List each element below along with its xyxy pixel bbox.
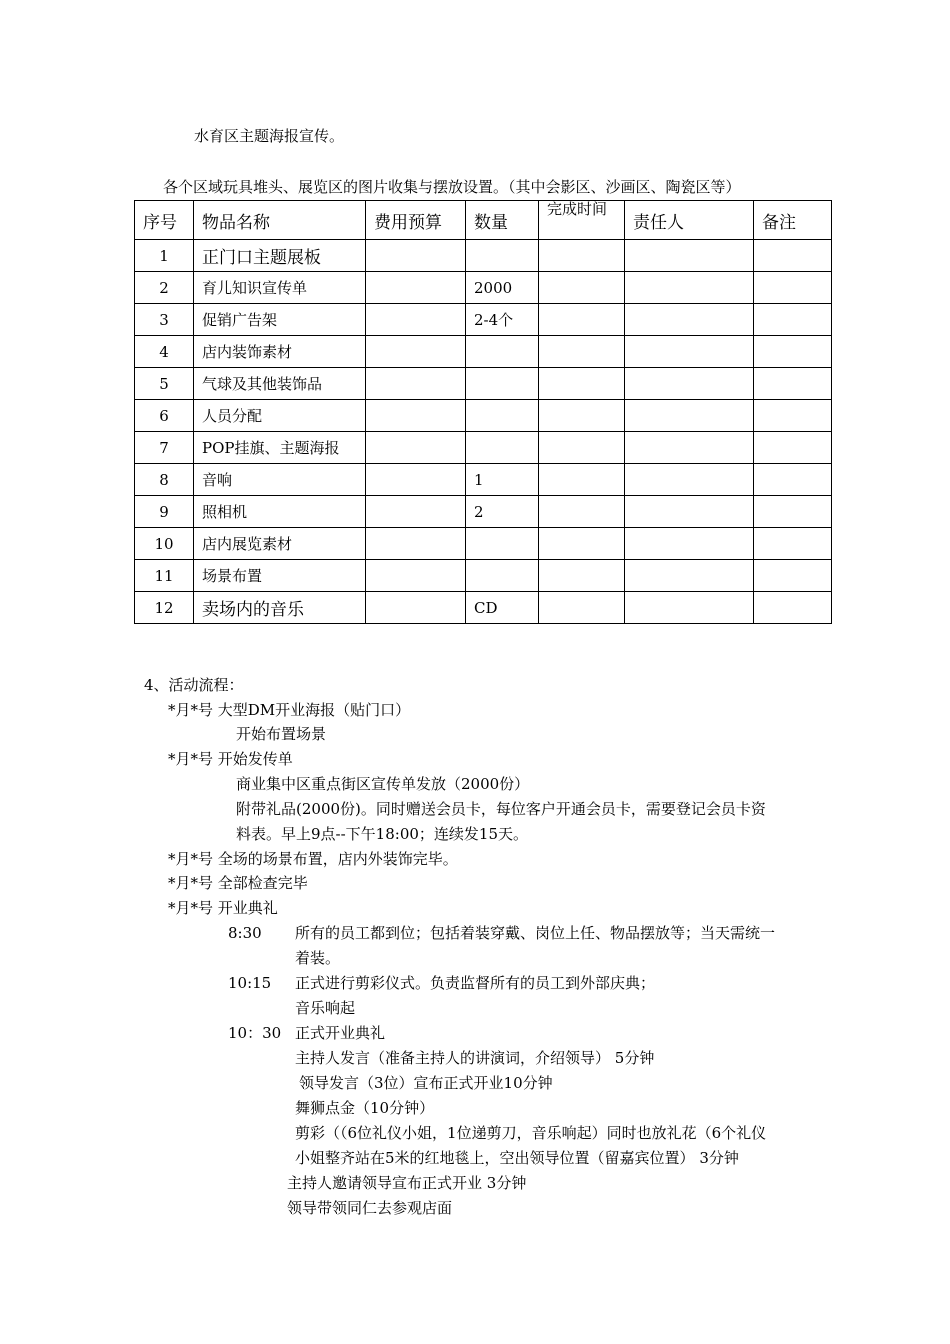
cell-budget [366,464,466,496]
flow-time: 8:30 [228,924,262,942]
table-row [135,400,832,432]
cell-responsible [625,592,754,624]
cell-completion-time [539,304,625,336]
flow-line: 剪彩（（6位礼仪小姐，1位递剪刀，音乐响起）同时也放礼花（6个礼仪 [295,1124,767,1142]
header-budget: 费用预算 [366,201,466,240]
table-row [135,528,832,560]
cell-index: 3 [135,304,194,336]
header-index: 序号 [135,201,194,240]
flow-line: 所有的员工都到位；包括着装穿戴、岗位上任、物品摆放等；当天需统一 [295,924,776,942]
cell-responsible [625,400,754,432]
cell-completion-time [539,400,625,432]
cell-responsible [625,240,754,272]
cell-completion-time [539,528,625,560]
cell-responsible [625,368,754,400]
cell-quantity: CD [466,592,539,624]
flow-line: 舞狮点金（10分钟） [295,1099,435,1117]
cell-item-name: 店内装饰素材 [194,336,366,368]
table-row [135,336,832,368]
cell-index: 5 [135,368,194,400]
cell-item-name: POP挂旗、主题海报 [194,432,366,464]
cell-quantity: 2 [466,496,539,528]
cell-responsible [625,304,754,336]
cell-quantity [466,528,539,560]
cell-index: 9 [135,496,194,528]
flow-heading: 4、活动流程： [144,676,244,694]
cell-remarks [754,304,832,336]
cell-item-name: 气球及其他装饰品 [194,368,366,400]
cell-quantity [466,400,539,432]
cell-completion-time [539,592,625,624]
table-row [135,496,832,528]
cell-budget [366,432,466,464]
header-quantity: 数量 [466,201,539,240]
table-row [135,272,832,304]
cell-remarks [754,368,832,400]
intro-line-2: 各个区域玩具堆头、展览区的图片收集与摆放设置。（其中会影区、沙画区、陶瓷区等） [163,178,741,196]
cell-item-name: 音响 [194,464,366,496]
cell-responsible [625,336,754,368]
cell-item-name: 照相机 [194,496,366,528]
cell-remarks [754,432,832,464]
flow-line: 商业集中区重点街区宣传单发放（2000份） [236,775,530,793]
flow-line: *月*号 全场的场景布置，店内外装饰完毕。 [168,850,458,868]
flow-line: 音乐响起 [295,999,356,1017]
flow-line: 附带礼品(2000份)。同时赠送会员卡，每位客户开通会员卡，需要登记会员卡资 [236,800,766,818]
table-row [135,240,832,272]
cell-index: 8 [135,464,194,496]
cell-budget [366,240,466,272]
cell-budget [366,336,466,368]
cell-quantity [466,240,539,272]
cell-item-name: 店内展览素材 [194,528,366,560]
cell-item-name: 正门口主题展板 [194,240,366,272]
cell-completion-time [539,464,625,496]
flow-line: 正式进行剪彩仪式。负责监督所有的员工到外部庆典； [295,974,656,992]
cell-item-name: 人员分配 [194,400,366,432]
cell-index: 11 [135,560,194,592]
flow-line: 着装。 [295,949,341,967]
cell-item-name: 促销广告架 [194,304,366,336]
cell-remarks [754,560,832,592]
cell-responsible [625,272,754,304]
cell-remarks [754,336,832,368]
flow-line: 正式开业典礼 [295,1024,386,1042]
flow-line: 领导带领同仁去参观店面 [287,1199,453,1217]
cell-item-name: 育儿知识宣传单 [194,272,366,304]
flow-line: 主持人邀请领导宣布正式开业 3分钟 [287,1174,527,1192]
cell-index: 1 [135,240,194,272]
flow-line: 开始布置场景 [236,725,327,743]
cell-item-name: 场景布置 [194,560,366,592]
table-row [135,560,832,592]
cell-completion-time [539,240,625,272]
table-row [135,368,832,400]
cell-budget [366,368,466,400]
flow-line: 领导发言（3位）宣布正式开业10分钟 [299,1074,553,1092]
cell-responsible [625,464,754,496]
cell-budget [366,400,466,432]
flow-time: 10:15 [228,974,272,992]
cell-remarks [754,592,832,624]
cell-index: 2 [135,272,194,304]
header-completion-time: 完成时间 [539,201,625,240]
flow-time: 10：30 [228,1024,282,1042]
table-row [135,304,832,336]
flow-line: *月*号 开始发传单 [168,750,293,768]
header-responsible: 责任人 [625,201,754,240]
intro-line-1: 水育区主题海报宣传。 [194,127,345,145]
cell-budget [366,560,466,592]
table-row [135,432,832,464]
cell-completion-time [539,272,625,304]
cell-budget [366,528,466,560]
cell-quantity [466,432,539,464]
cell-quantity: 1 [466,464,539,496]
cell-quantity: 2000 [466,272,539,304]
cell-completion-time [539,336,625,368]
table-row [135,464,832,496]
cell-quantity [466,560,539,592]
table-row [135,592,832,624]
cell-responsible [625,528,754,560]
cell-index: 10 [135,528,194,560]
cell-quantity [466,368,539,400]
flow-line: 小姐整齐站在5米的红地毯上，空出领导位置（留嘉宾位置） 3分钟 [295,1149,739,1167]
cell-index: 6 [135,400,194,432]
flow-line: *月*号 开业典礼 [168,899,278,917]
cell-budget [366,304,466,336]
header-item-name: 物品名称 [194,201,366,240]
cell-completion-time [539,560,625,592]
cell-index: 12 [135,592,194,624]
cell-budget [366,592,466,624]
cell-index: 7 [135,432,194,464]
cell-responsible [625,560,754,592]
flow-line: *月*号 大型DM开业海报（贴门口） [168,701,411,719]
cell-remarks [754,464,832,496]
cell-responsible [625,496,754,528]
cell-remarks [754,496,832,528]
cell-completion-time [539,496,625,528]
flow-line: 主持人发言（准备主持人的讲演词，介绍领导） 5分钟 [295,1049,655,1067]
header-remarks: 备注 [754,201,832,240]
cell-index: 4 [135,336,194,368]
cell-budget [366,272,466,304]
cell-quantity [466,336,539,368]
cell-remarks [754,240,832,272]
cell-quantity: 2-4个 [466,304,539,336]
cell-responsible [625,432,754,464]
cell-completion-time [539,432,625,464]
flow-line: 料表。早上9点--下午18:00；连续发15天。 [236,825,528,843]
cell-remarks [754,272,832,304]
cell-completion-time [539,368,625,400]
cell-item-name: 卖场内的音乐 [194,592,366,624]
flow-line: *月*号 全部检查完毕 [168,874,308,892]
cell-remarks [754,528,832,560]
table-header-row [135,201,832,240]
cell-budget [366,496,466,528]
items-table [134,200,832,624]
cell-remarks [754,400,832,432]
